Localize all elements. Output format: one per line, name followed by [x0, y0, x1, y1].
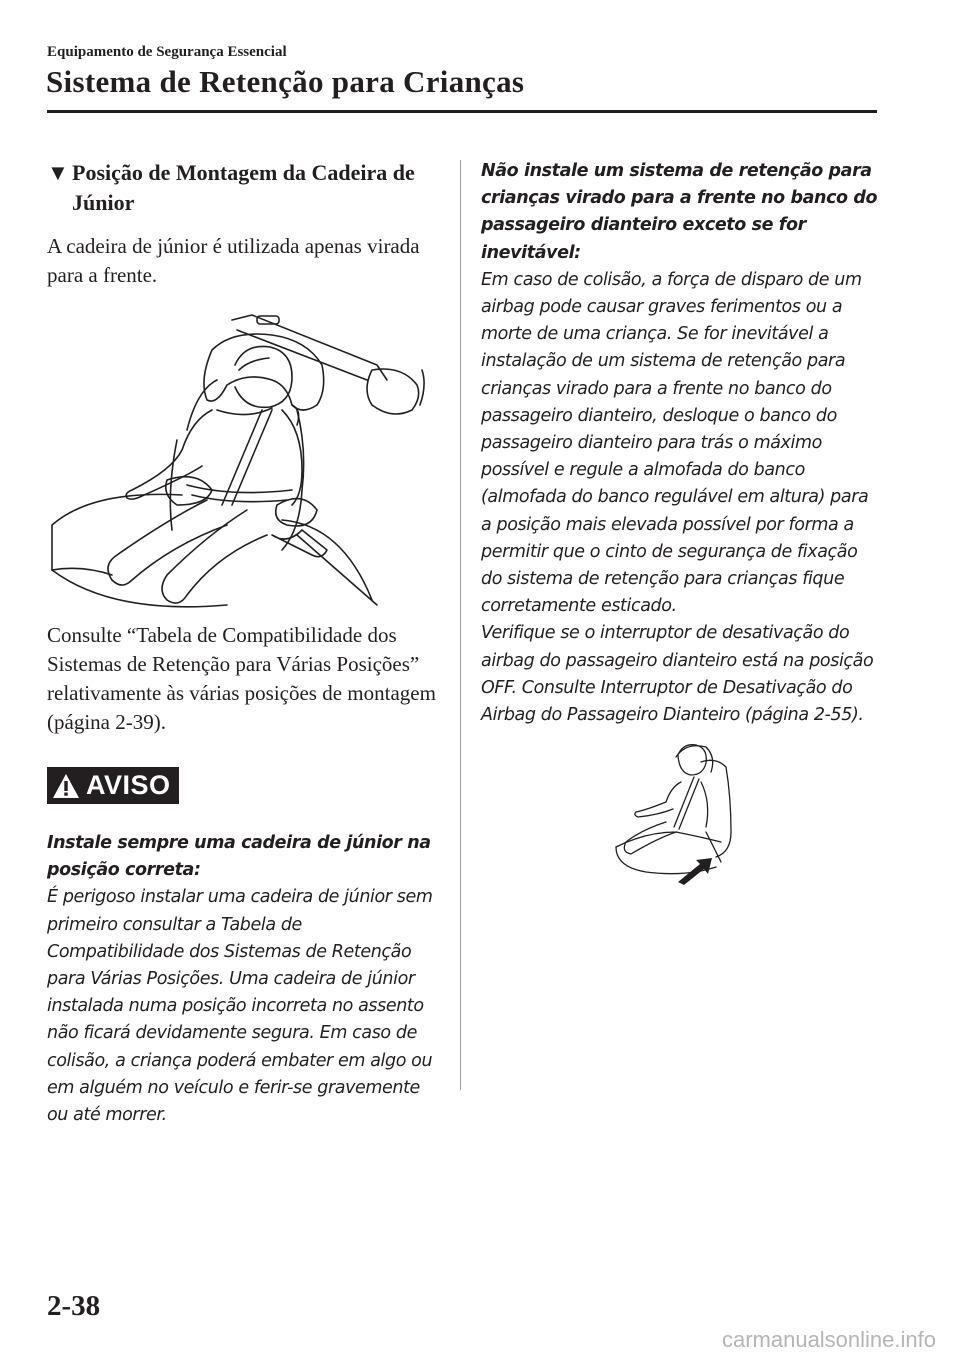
page-title: Sistema de Retenção para Crianças: [46, 64, 525, 99]
section-heading: [47, 158, 442, 218]
warning-title-right: Não instale um sistema de retenção para crianças virado para a frente no banco do passageiro dianteiro exceto se for inevitável:: [481, 161, 878, 263]
intro-text: A cadeira de júnior é utilizada apenas virada para a frente.: [47, 234, 420, 287]
consult-text: Consulte “Tabela de Compatibilidade dos Sistemas de Retenção para Várias Posições” relativamente às várias posições de montagem (página 2-39).: [47, 623, 436, 734]
arrow-icon: [676, 856, 716, 886]
seat-move-back-illustration: [606, 737, 756, 877]
warning-badge: [47, 767, 179, 804]
warning-block: [47, 767, 442, 804]
page-number: 2-38: [47, 1290, 101, 1322]
warning-label: AVISO: [86, 770, 171, 800]
section-heading-text: Posição de Montagem da Cadeira de Júnior: [72, 160, 415, 215]
junior-seat-illustration: [47, 310, 442, 615]
watermark: carmanualsonline.info: [721, 1327, 936, 1352]
header-rule: [47, 110, 877, 113]
warning-body: É perigoso instalar uma cadeira de júnior sem primeiro consultar a Tabela de Compatibilidade dos Sistemas de Retenção para Várias Posições. Uma cadeira de júnior instalada numa posição incorreta no assento não ficará devidamente segura. Em caso de colisão, a criança poderá embater em algo ou em alguém no veículo e ferir-se gravemente ou até morrer.: [47, 887, 433, 1126]
warning-content: [47, 830, 442, 1129]
right-column: [481, 158, 881, 877]
header-section: Equipamento de Segurança Essencial: [47, 44, 287, 60]
column-divider: [460, 160, 461, 1090]
warning-triangle-icon: [52, 773, 80, 799]
left-column: [47, 158, 442, 1129]
warning-title: Instale sempre uma cadeira de júnior na posição correta:: [47, 833, 431, 881]
warning-body-right-2: Verifique se o interruptor de desativação do airbag do passageiro dianteiro está na posição OFF. Consulte Interruptor de Desativação do Airbag do Passageiro Dianteiro (página 2-55).: [481, 623, 874, 726]
section-triangle-icon: ▼: [47, 160, 69, 185]
warning-body-right-1: Em caso de colisão, a força de disparo de um airbag pode causar graves ferimentos ou a morte de uma criança. Se for inevitável a instalação de um sistema de retenção para crianças virado para a frente no banco do passageiro dianteiro, desloque o banco do passageiro dianteiro para trás o máximo possível e regule a almofada do banco (almofada do banco regulável em altura) para a posição mais elevada possível por forma a permitir que o cinto de segurança de fixação do sistema de retenção para crianças fique corretamente esticado.: [481, 269, 869, 617]
